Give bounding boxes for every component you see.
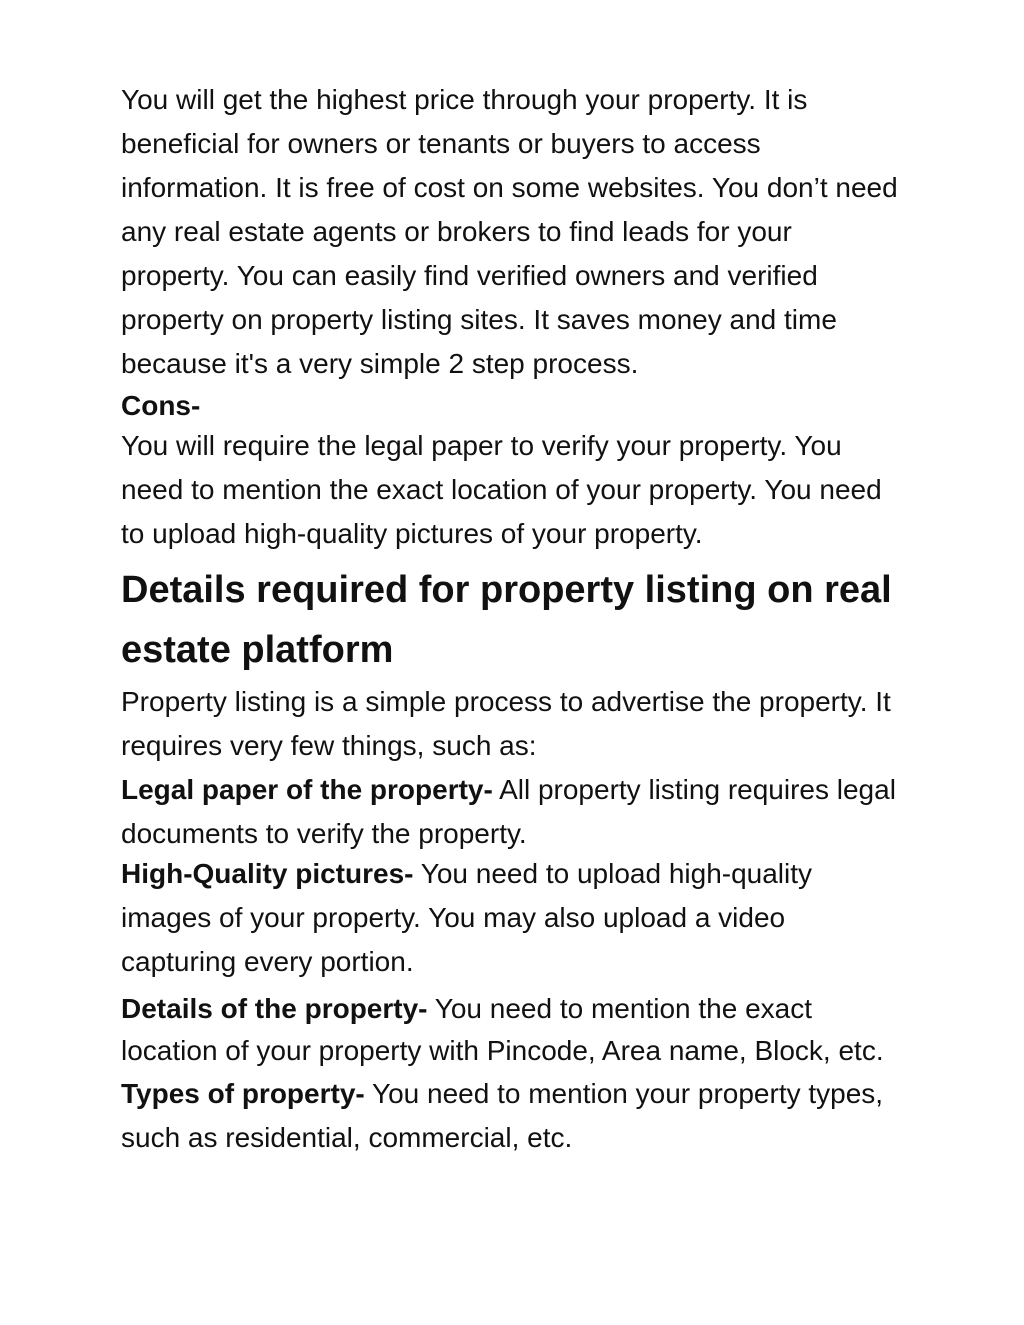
requirement-text: You need to mention your property types, such as residential, commercial, etc. bbox=[121, 1078, 884, 1153]
requirement-text: You need to mention the exact location of your property with Pincode, Area name, Block, etc. bbox=[121, 993, 884, 1066]
requirement-types bbox=[121, 1072, 901, 1160]
requirement-text: You need to upload high-quality images of your property. You may also upload a video capturing every portion. bbox=[121, 858, 813, 977]
requirement-label: Types of property- bbox=[121, 1078, 365, 1109]
requirement-pictures bbox=[121, 852, 901, 984]
intro-paragraph: You will get the highest price through your property. It is beneficial for owners or tenants or buyers to access information. It is free of cost on some websites. You don’t need any real estate agents or brokers to find leads for your property. You can easily find verified owners and verified property on property listing sites. It saves money and time because it's a very simple 2 step process. bbox=[121, 84, 898, 379]
document-page bbox=[121, 78, 901, 1160]
requirement-label: High-Quality pictures- bbox=[121, 858, 414, 889]
section-lead-paragraph: Property listing is a simple process to advertise the property. It requires very few things, such as: bbox=[121, 686, 891, 761]
cons-paragraph: You will require the legal paper to verify your property. You need to mention the exact location of your property. You need to upload high-quality pictures of your property. bbox=[121, 430, 882, 549]
requirement-text: All property listing requires legal documents to verify the property. bbox=[121, 774, 896, 849]
requirement-details bbox=[121, 988, 901, 1072]
requirement-label: Details of the property- bbox=[121, 993, 428, 1024]
requirement-legal-paper bbox=[121, 768, 901, 856]
cons-heading: Cons- bbox=[121, 390, 201, 421]
requirement-label: Legal paper of the property- bbox=[121, 774, 493, 805]
section-heading: Details required for property listing on real estate platform bbox=[121, 569, 892, 671]
